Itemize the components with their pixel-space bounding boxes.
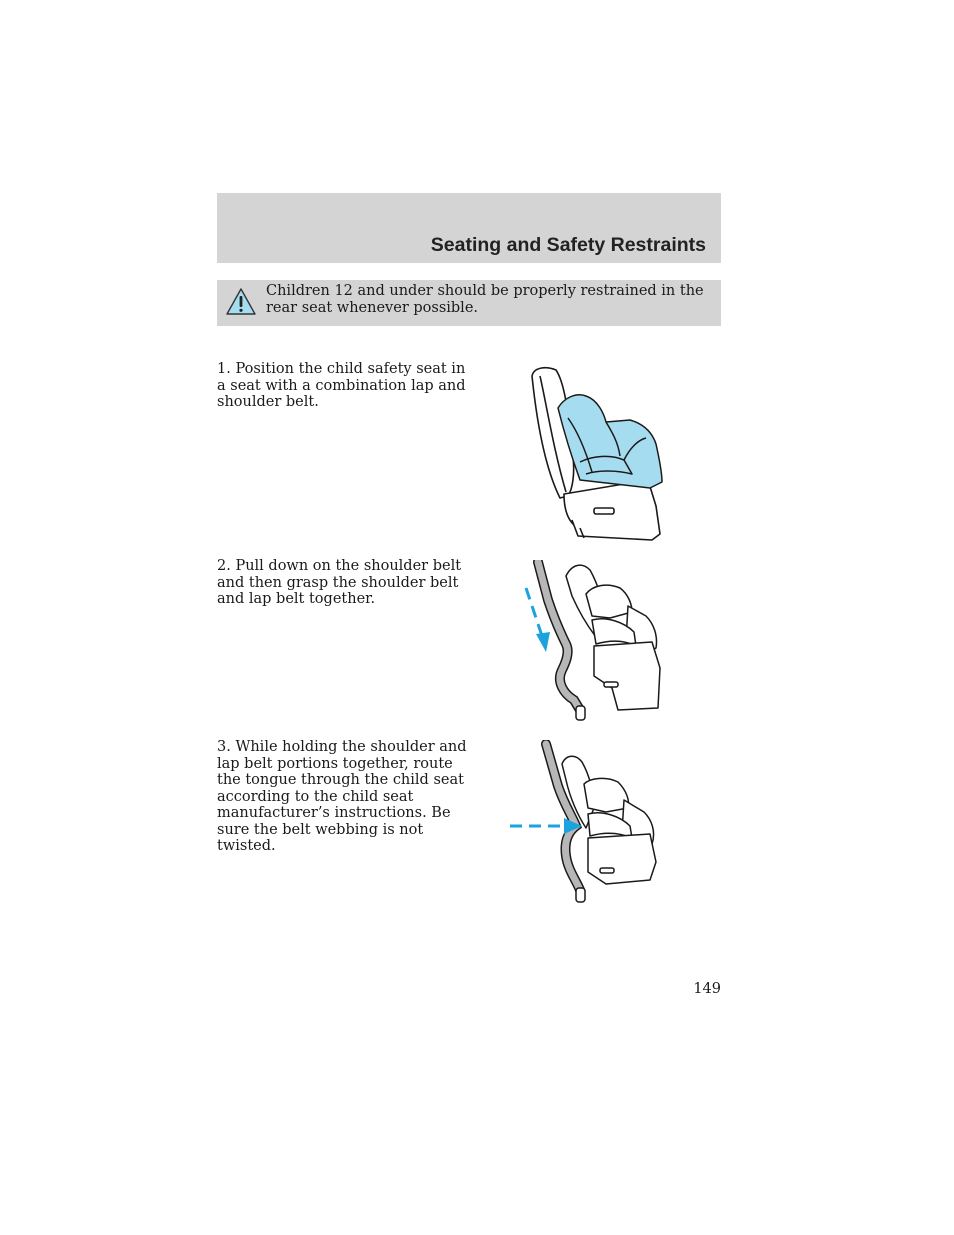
page-number: 149: [693, 981, 721, 997]
warning-text: Children 12 and under should be properly restrained in the rear seat whenever possible.: [266, 283, 704, 316]
section-title: Seating and Safety Restraints: [430, 234, 706, 256]
step-2-illustration: [520, 560, 680, 726]
warning-box: [217, 280, 721, 326]
step-2-text: 2. Pull down on the shoulder belt and then grasp the shoulder belt and lap belt together.: [217, 558, 462, 607]
warning-triangle-icon: [225, 287, 257, 316]
step-1-text: 1. Position the child safety seat in a seat with a combination lap and shoulder belt.: [217, 361, 466, 410]
step-1-illustration: [520, 362, 680, 546]
step-3-illustration: [506, 740, 666, 906]
section-header: [217, 193, 721, 263]
step-3-text: 3. While holding the shoulder and lap belt portions together, route the tongue through the child seat according to the child seat manufacturer’s instructions. Be sure the belt webbing is not twisted.: [217, 739, 467, 854]
